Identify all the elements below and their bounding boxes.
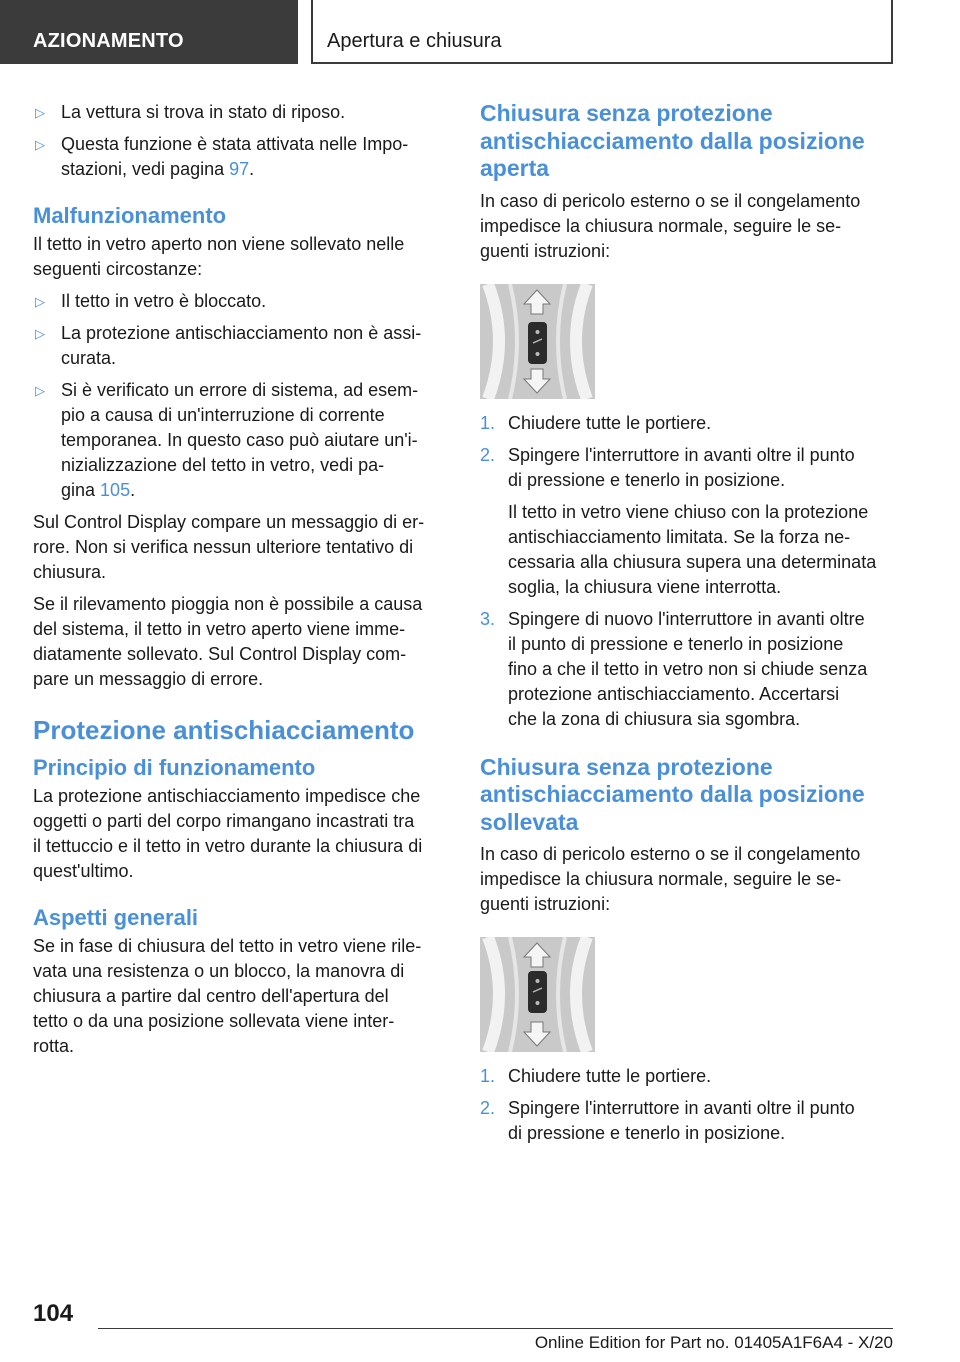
principle-text: La protezione antischiacciamento impedisce che oggetti o parti del corpo rimangano incastrati tra il tettuccio e il tetto in vetro durante la chiusura di quest'ultimo. — [33, 786, 423, 881]
step-text: Chiudere tutte le portiere. — [508, 1066, 712, 1086]
triangle-bullet-icon: ▷ — [35, 294, 45, 309]
list-item-text: Il tetto in vetro è bloccato. — [61, 291, 267, 311]
edition-footer: Online Edition for Part no. 01405A1F6A4 - X/20 — [534, 1333, 893, 1352]
step-item — [480, 607, 895, 732]
right-column — [480, 100, 895, 1153]
protection-heading: Protezione antischiacciamento — [33, 715, 415, 745]
step-text: Spingere l'interruttore in avanti oltre il punto di pressione e tenerlo in posizione. — [508, 1098, 855, 1143]
step-number: 2. — [480, 444, 496, 465]
malfunction-intro: Il tetto in vetro aperto non viene sollevato nelle seguenti circostanze: — [33, 234, 405, 279]
step-number: 3. — [480, 608, 496, 629]
step-text: Spingere l'interruttore in avanti oltre il punto di pressione e tenerlo in posizione. — [508, 444, 855, 490]
list-item: ▷ Si è verificato un errore di sistema, ad esem- pio a causa di un'interruzione di corrente temporanea. In questo caso può aiutare un'i- nizializzazione del tetto in vetro, vedi pa- gina 105. — [35, 380, 419, 500]
step-text: Chiudere tutte le portiere. — [508, 412, 712, 433]
footer-rule — [98, 1328, 893, 1329]
malfunction-heading: Malfunzionamento — [33, 203, 227, 228]
chapter-tab — [311, 0, 893, 64]
step-item — [480, 1096, 895, 1146]
close-raised-intro: In caso di pericolo esterno o se il congelamento impedisce la chiusura normale, seguire le se- guenti istruzioni: — [480, 844, 861, 914]
triangle-bullet-icon: ▷ — [35, 326, 45, 341]
list-item — [33, 321, 448, 371]
list-item — [33, 289, 448, 314]
left-column — [33, 100, 448, 1066]
section-title: AZIONAMENTO — [33, 30, 184, 52]
close-open-heading: Chiusura senza protezione antischiacciamento dalla posizione aperta — [480, 100, 865, 181]
page-number: 104 — [33, 1300, 74, 1327]
triangle-bullet-icon: ▷ — [35, 105, 45, 120]
switch-forward-illustration — [480, 937, 595, 1052]
principle-heading: Principio di funzionamento — [33, 755, 316, 780]
general-text: Se in fase di chiusura del tetto in vetro viene rile- vata una resistenza o un blocco, la manovra di chiusura a partire dal centro dell'apertura del tetto o da una posizione sollevata viene inter- rotta. — [33, 936, 422, 1056]
triangle-bullet-icon: ▷ — [35, 137, 45, 152]
list-item — [33, 100, 448, 125]
page-link[interactable]: 105 — [100, 480, 131, 500]
close-open-intro: In caso di pericolo esterno o se il congelamento impedisce la chiusura normale, seguire le se- guenti istruzioni: — [480, 190, 861, 261]
list-item-text: La protezione antischiacciamento non è assi- curata. — [61, 323, 422, 368]
switch-forward-illustration — [480, 284, 595, 399]
step-item — [480, 1064, 895, 1089]
page-link[interactable]: 97 — [229, 159, 250, 179]
close-raised-heading: Chiusura senza protezione antischiacciamento dalla posizione sollevata — [480, 753, 865, 835]
triangle-bullet-icon: ▷ — [35, 383, 45, 398]
list-item-text: La vettura si trova in stato di riposo. — [61, 102, 346, 122]
step-number: 1. — [480, 1066, 496, 1086]
malfunction-paragraph: Sul Control Display compare un messaggio di er- rore. Non si verifica nessun ulteriore tentativo di chiusura. — [33, 512, 425, 582]
step-text: Spingere di nuovo l'interruttore in avanti oltre il punto di pressione e tenerlo in posizione fino a che il tetto in vetro non si chiude senza protezione antischiacciamento. Accertarsi che la zona di chiusura sia sgombra. — [508, 608, 868, 729]
step-item — [480, 443, 895, 493]
chapter-title: Apertura e chiusura — [327, 30, 502, 52]
section-tab — [0, 0, 298, 64]
general-heading: Aspetti generali — [33, 905, 199, 930]
malfunction-paragraph: Se il rilevamento pioggia non è possibile a causa del sistema, il tetto in vetro aperto viene imme- diatamente sollevato. Sul Control Display com- pare un messaggio di errore. — [33, 594, 423, 689]
list-item: ▷ Questa funzione è stata attivata nelle Impo- stazioni, vedi pagina 97. — [35, 134, 409, 179]
step-number: 1. — [480, 412, 496, 433]
step-number: 2. — [480, 1098, 496, 1118]
step-item — [480, 411, 895, 436]
step-note: Il tetto in vetro viene chiuso con la protezione antischiacciamento limitata. Se la forza ne- cessaria alla chiusura supera una determinata soglia, la chiusura viene interrotta. — [508, 501, 877, 597]
list-item-text: Questa funzione è stata attivata nelle Impo- stazioni, vedi pagina — [61, 134, 409, 179]
list-item-text: Si è verificato un errore di sistema, ad esem- pio a causa di un'interruzione di corrente temporanea. In questo caso può aiutare un'i- nizializzazione del tetto in vetro, vedi pa- gina — [61, 380, 419, 500]
